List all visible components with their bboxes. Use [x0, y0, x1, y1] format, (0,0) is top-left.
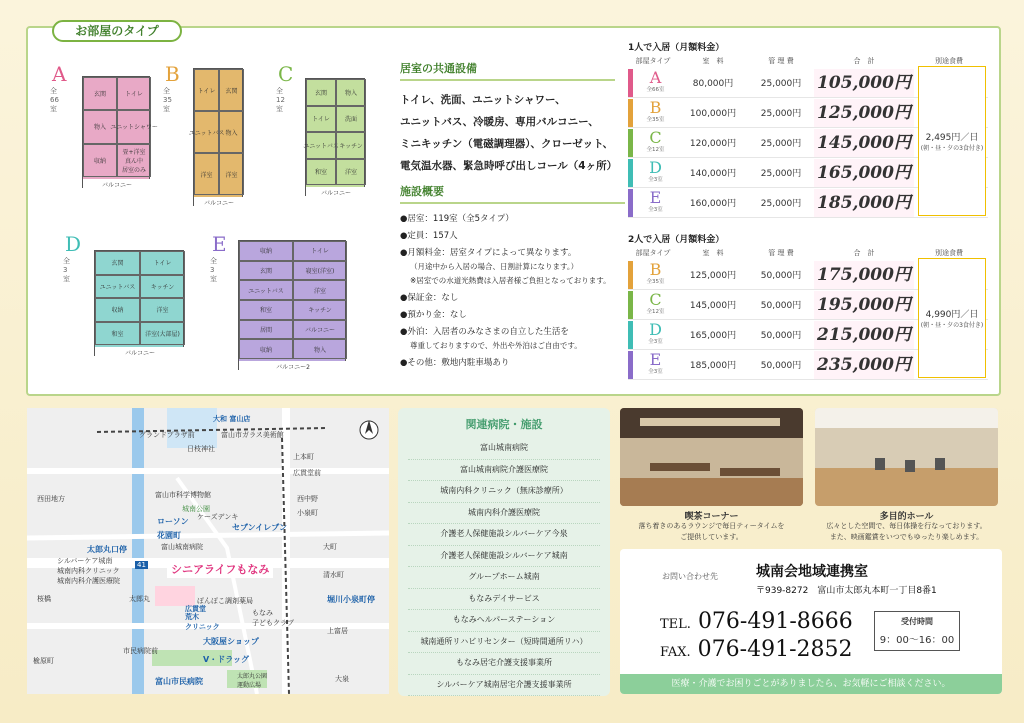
map-label: 大町 [323, 543, 337, 551]
plan-drawing [94, 250, 184, 356]
related-item: もなみデイサービス [408, 589, 600, 611]
overview-item: ※居室での水道光熱費は入居者様ご負担となっております。 [410, 276, 611, 285]
room-type [628, 291, 678, 319]
single-table-title: 1人で入居（月額料金） [628, 43, 725, 53]
price-mgmt: 50,000円 [760, 331, 802, 341]
room-type-count: 全3室 [648, 176, 663, 183]
room-label: 洋室 [293, 280, 347, 300]
price-total: 125,000円 [814, 99, 914, 127]
double-table-title: 2人で入居（月額料金） [628, 235, 725, 245]
overview-title: 施設概要 [400, 183, 625, 204]
map-label: 西中野 [297, 495, 318, 503]
related-item: グループホーム城南 [408, 567, 600, 589]
single-price-table [628, 40, 988, 218]
hours-box [874, 611, 960, 651]
room-label: 物入 [336, 79, 366, 106]
room-label: 物入 [83, 110, 117, 143]
map-label: 41 [137, 561, 146, 569]
map-label: 富山城南病院 [161, 543, 203, 551]
meal-note: (朝・昼・夕の3食付き) [920, 145, 984, 152]
room-label: トイレ [293, 241, 347, 261]
price-mgmt: 25,000円 [760, 109, 802, 119]
map-label: 広貫堂 [185, 605, 206, 613]
price-total: 105,000円 [814, 69, 914, 97]
room-label: トイレ [306, 106, 336, 133]
room-label: 玄関 [306, 79, 336, 106]
meal-value: 4,990円／日 [925, 310, 979, 320]
room-label: 洋室 [140, 298, 185, 322]
price-total: 235,000円 [814, 351, 914, 379]
map-label: 上本町 [293, 453, 314, 461]
room-type-letter: C [649, 127, 662, 147]
meal-cost [918, 66, 986, 216]
map-label: 西田地方 [37, 495, 65, 503]
plan-drawing [82, 76, 158, 189]
related-item: シルバーケア城南居宅介護支援事業所 [408, 675, 600, 697]
hall-image [815, 408, 998, 506]
price-total: 145,000円 [814, 129, 914, 157]
plan-drawing [238, 240, 346, 370]
room-label: 洋室 [194, 153, 219, 195]
cafe-image [620, 408, 803, 506]
map-label: 大和 富山店 [213, 415, 251, 423]
map-label: ケーズデンキ [197, 513, 239, 521]
room-type-letter: E [649, 349, 662, 369]
common-line: ミニキッチン（電磁調理器）、クローゼット、 [400, 138, 614, 150]
header-cell: 室 料 [702, 249, 724, 257]
header-cell: 別途食費 [935, 57, 963, 65]
price-rent: 140,000円 [689, 169, 737, 179]
room-label: 玄関 [95, 251, 140, 275]
room-type [628, 261, 678, 289]
map-label: 太郎丸口停 [87, 545, 127, 554]
map-label: ぽんぽこ調剤薬局 [197, 597, 253, 605]
room-label: トイレ [194, 69, 219, 111]
fax-number: 076-491-2852 [697, 637, 853, 662]
plan-count: 全12室 [276, 87, 285, 113]
access-map [27, 408, 389, 694]
price-mgmt: 25,000円 [760, 169, 802, 179]
room-label: キッチン [293, 300, 347, 320]
overview-item: ●保証金：なし [400, 293, 459, 303]
price-mgmt: 25,000円 [760, 139, 802, 149]
map-label: ローソン [157, 517, 189, 526]
meal-note: (朝・昼・夕の3食付き) [920, 322, 984, 329]
room-type-count: 全3室 [648, 206, 663, 213]
table-header [628, 248, 988, 258]
cafe-photo [620, 408, 803, 506]
room-label: 玄関 [219, 69, 244, 111]
map-label: 大阪屋ショップ [203, 637, 259, 646]
room-label: 和室 [239, 300, 293, 320]
tel-line [660, 609, 853, 634]
room-type [628, 129, 678, 157]
price-total: 195,000円 [814, 291, 914, 319]
related-list [408, 438, 600, 696]
plan-count: 全3室 [63, 257, 70, 283]
room-label: 収納 [239, 241, 293, 261]
plan-letter: E [212, 232, 227, 256]
map-label: 太郎丸 [129, 595, 150, 603]
room-type [628, 189, 678, 217]
room-label: 収納 [239, 339, 293, 359]
overview-item: 尊重しておりますので、外出や外泊はご自由です。 [410, 341, 582, 350]
room-type-count: 全3室 [648, 368, 663, 375]
header-cell: 別途食費 [935, 249, 963, 257]
room-type-count: 全66室 [646, 86, 665, 93]
map-label: もなみ 子どもクラブ [252, 609, 294, 627]
common-facilities [400, 60, 618, 177]
header-cell: 合 計 [853, 249, 875, 257]
related-item: 富山城南病院介護医療院 [408, 460, 600, 482]
overview-item: ●居室：119室（全5タイプ） [400, 214, 514, 224]
contact-footer: 医療・介護でお困りごとがありましたら、お気軽にご相談ください。 [620, 674, 1002, 694]
room-type-letter: C [649, 289, 662, 309]
room-label: トイレ [117, 77, 151, 110]
price-rent: 125,000円 [689, 271, 737, 281]
room-label: 洋室(大部屋) [140, 322, 185, 346]
room-label: ユニットバス [95, 275, 140, 299]
price-rent: 100,000円 [689, 109, 737, 119]
map-label: 桜橋 [37, 595, 51, 603]
meal-cost [918, 258, 986, 378]
related-item: 城南内科クリニック（無床診療所） [408, 481, 600, 503]
room-type [628, 351, 678, 379]
room-label: バルコニー [194, 197, 244, 207]
header-cell: 室 料 [702, 57, 724, 65]
room-label: 和室 [306, 159, 336, 186]
overview-item: （月途中から入居の場合、日割計算になります。） [410, 262, 579, 271]
plan-drawing [188, 68, 243, 207]
room-label: バルコニー [95, 347, 185, 357]
hall-title: 多目的ホール [879, 512, 934, 522]
header-cell: 部屋タイプ [635, 249, 671, 257]
related-facilities [398, 408, 610, 696]
plan-count: 全66室 [50, 87, 59, 113]
price-rent: 145,000円 [689, 301, 737, 311]
map-label: 上富居 [327, 627, 348, 635]
plan-count: 全3室 [210, 257, 217, 283]
room-type-count: 全35室 [646, 278, 665, 285]
common-line: ユニットバス、冷暖房、専用バルコニー、 [400, 116, 599, 128]
map-label: 堀川小泉町停 [327, 595, 375, 604]
table-header [628, 56, 988, 66]
contact-name: 城南会地域連携室 [756, 564, 868, 580]
facility-overview [400, 183, 625, 373]
contact-address: 〒939-8272 富山市太郎丸本町一丁目8番1 [756, 586, 937, 596]
room-label: キッチン [336, 132, 366, 159]
tel-number[interactable]: 076-491-8666 [697, 609, 853, 634]
plan-letter: C [278, 62, 294, 86]
double-price-table [628, 232, 988, 380]
room-label: 洋室 [219, 153, 244, 195]
room-label: ユニットシャワー [117, 110, 151, 143]
room-type-letter: A [649, 67, 662, 87]
common-line: 電気温水器、緊急時呼び出しコール（4ヶ所） [400, 160, 618, 172]
map-label: シニアライフもなみ [167, 560, 273, 578]
map-label: 富山市科学博物館 [155, 491, 211, 499]
section-title: お部屋のタイプ [52, 20, 182, 42]
room-label: 収納 [95, 298, 140, 322]
related-item: 富山城南病院 [408, 438, 600, 460]
map-label: シルバーケア城南 城南内科クリニック 城南内科介護医療院 [57, 557, 120, 585]
hours-value: 9：00〜16：00 [879, 635, 955, 646]
related-item: 介護老人保健施設シルバーケア今泉 [408, 524, 600, 546]
map-label: 荒木 クリニック [185, 613, 220, 631]
map-label: 大泉 [335, 675, 349, 683]
common-lines [400, 89, 618, 177]
price-mgmt: 25,000円 [760, 79, 802, 89]
price-mgmt: 50,000円 [760, 301, 802, 311]
room-type [628, 99, 678, 127]
room-label: バルコニー [293, 320, 347, 340]
overview-item: ●定員：157人 [400, 231, 458, 241]
room-type-count: 全3室 [648, 338, 663, 345]
room-label: 物入 [293, 339, 347, 359]
price-total: 215,000円 [814, 321, 914, 349]
room-label: バルコニー [306, 187, 366, 197]
tel-label: TEL. [660, 617, 691, 632]
room-label: 寝室(洋室) [293, 261, 347, 281]
price-total: 175,000円 [814, 261, 914, 289]
hours-label: 受付時間 [901, 617, 933, 626]
map-label: 太郎丸公園 運動広場 [237, 673, 268, 689]
map-label: 花園町 [157, 531, 181, 540]
map-label: 清水町 [323, 571, 344, 579]
price-rent: 160,000円 [689, 199, 737, 209]
room-label: 畳+洋室 真ん中 居室のみ [117, 144, 151, 177]
header-cell: 部屋タイプ [635, 57, 671, 65]
room-label: 玄関 [239, 261, 293, 281]
price-mgmt: 50,000円 [760, 271, 802, 281]
overview-item: ●外泊：入居者のみなさまの自立した生活を [400, 327, 569, 337]
map-label: 日枝神社 [187, 445, 215, 453]
plan-letter: B [165, 62, 180, 86]
related-item: 城南内科介護医療院 [408, 503, 600, 525]
room-label: 和室 [95, 322, 140, 346]
map-label: 楡原町 [33, 657, 54, 665]
room-label: キッチン [140, 275, 185, 299]
room-label: ユニットバス [239, 280, 293, 300]
room-label: 居間 [239, 320, 293, 340]
room-label: 収納 [83, 144, 117, 177]
price-rent: 80,000円 [692, 79, 734, 89]
map-label: 城南公園 [182, 505, 210, 513]
price-rent: 120,000円 [689, 139, 737, 149]
price-total: 185,000円 [814, 189, 914, 217]
fax-label: FAX. [660, 645, 691, 660]
fax-line [660, 637, 853, 662]
room-type-count: 全12室 [646, 146, 665, 153]
room-type [628, 159, 678, 187]
room-label: 洗面 [336, 106, 366, 133]
overview-item: ●その他：敷地内駐車場あり [400, 358, 510, 368]
room-label: 物入 [219, 111, 244, 153]
plan-letter: A [52, 62, 67, 86]
map-label: 小泉町 [297, 509, 318, 517]
price-mgmt: 25,000円 [760, 199, 802, 209]
room-label: バルコニー [83, 179, 151, 189]
room-type-letter: D [649, 157, 662, 177]
map-label: 富山市民病院 [155, 677, 203, 686]
room-type-count: 全12室 [646, 308, 665, 315]
header-cell: 管 理 費 [768, 249, 794, 257]
common-title: 居室の共通設備 [400, 60, 615, 81]
room-label: ユニットバス [194, 111, 219, 153]
room-type-count: 全35室 [646, 116, 665, 123]
room-label: ユニットバス [306, 132, 336, 159]
plan-drawing [305, 78, 365, 196]
overview-item: ●月額料金：居室タイプによって異なります。 [400, 248, 577, 258]
hall-desc: 広々とした空間で、毎日体操を行なっております。 また、映画鑑賞をいつでもゆったり楽しめます。 [826, 522, 987, 541]
map-label: V・ドラッグ [203, 655, 250, 664]
room-label: トイレ [140, 251, 185, 275]
cafe-title: 喫茶コーナー [684, 512, 739, 522]
overview-item: ●預かり金：なし [400, 310, 467, 320]
price-total: 165,000円 [814, 159, 914, 187]
room-type-letter: B [649, 97, 662, 117]
room-label: 洋室 [336, 159, 366, 186]
plan-letter: D [65, 232, 82, 256]
map-label: グランドプラザ前 [139, 431, 195, 439]
room-type-letter: D [649, 319, 662, 339]
room-type-letter: E [649, 187, 662, 207]
map-label: 市民病院前 [123, 647, 158, 655]
related-item: 介護老人保健施設シルバーケア城南 [408, 546, 600, 568]
room-type-letter: B [649, 259, 662, 279]
map-label: 広貫堂前 [293, 469, 321, 477]
plan-count: 全35室 [163, 87, 172, 113]
header-cell: 管 理 費 [768, 57, 794, 65]
related-title: 関連病院・施設 [465, 418, 543, 431]
price-mgmt: 50,000円 [760, 361, 802, 371]
room-label: 玄関 [83, 77, 117, 110]
related-item: もなみヘルパーステーション [408, 610, 600, 632]
hall-photo [815, 408, 998, 506]
common-line: トイレ、洗面、ユニットシャワー、 [400, 94, 566, 106]
contact-box [620, 549, 1002, 694]
price-rent: 165,000円 [689, 331, 737, 341]
meal-value: 2,495円／日 [925, 133, 979, 143]
related-item: 城南通所リハビリセンター（短時間通所リハ） [408, 632, 600, 654]
map-label: 富山市ガラス美術館 [221, 431, 284, 439]
contact-tag: お問い合わせ先 [662, 572, 718, 581]
cafe-desc: 落ち着きのあるラウンジで毎日ティータイムを ご提供しています。 [638, 522, 785, 541]
room-type [628, 69, 678, 97]
map-label: セブンイレブン [232, 523, 287, 532]
related-item: もなみ居宅介護支援事業所 [408, 653, 600, 675]
price-rent: 185,000円 [689, 361, 737, 371]
header-cell: 合 計 [853, 57, 875, 65]
room-label: バルコニー2 [239, 361, 347, 371]
room-type [628, 321, 678, 349]
